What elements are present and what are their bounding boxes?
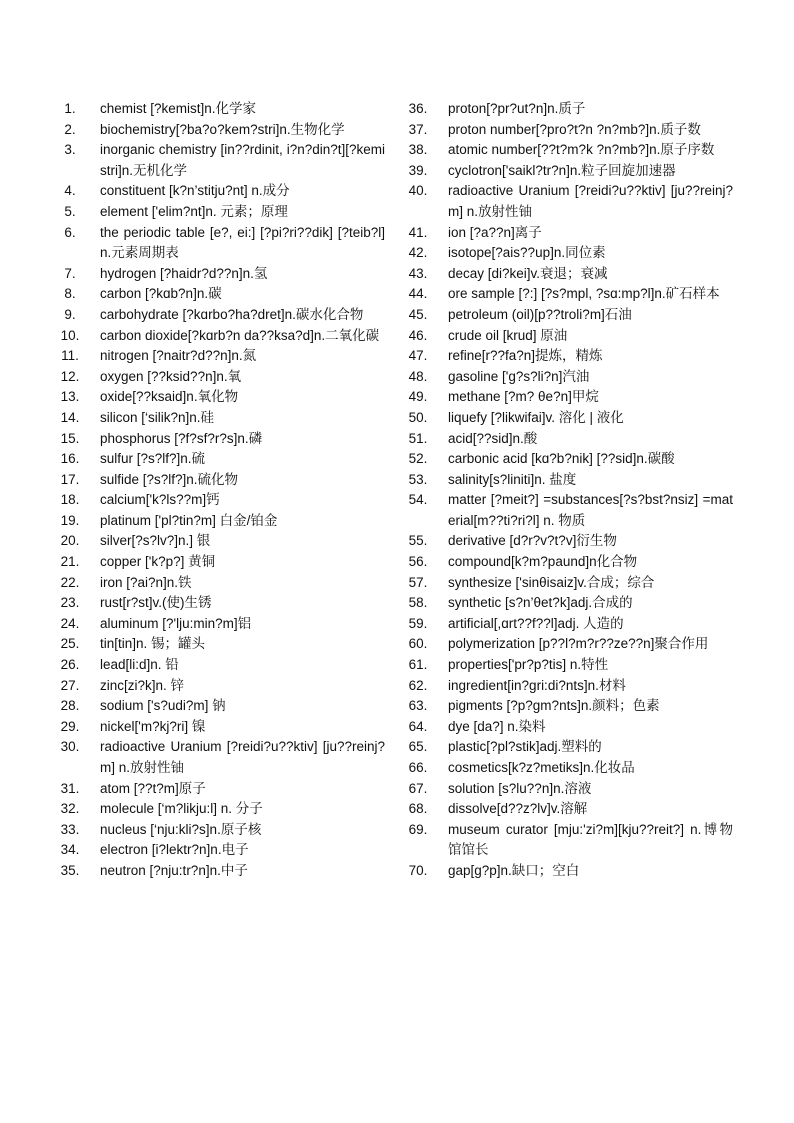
- entry-number: 65.: [408, 739, 428, 755]
- vocab-entry: [388, 779, 733, 800]
- entry-text: molecule [‘m?likju:l] n. 分子: [100, 801, 263, 817]
- vocab-entry: [40, 99, 385, 120]
- entry-text: gasoline ['g?s?li?n]汽油: [448, 368, 590, 384]
- entry-text: crude oil [krud] 原油: [448, 327, 568, 343]
- vocab-entry: [388, 367, 733, 388]
- entry-text: copper ['k?p?] 黄铜: [100, 554, 216, 570]
- entry-text: inorganic chemistry [in??rdinit, i?n?din?t][?kemistri]n.无机化学: [100, 142, 385, 178]
- entry-number: 58.: [408, 595, 428, 611]
- entry-number: 52.: [408, 451, 428, 467]
- vocab-entry: [388, 552, 733, 573]
- vocab-entry: [40, 305, 385, 326]
- entry-number: 46.: [408, 327, 428, 343]
- entry-number: 5.: [64, 203, 76, 219]
- vocab-entry: [40, 346, 385, 367]
- vocab-entry: [40, 593, 385, 614]
- entry-text: pigments [?p?gm?nts]n.颜料；色素: [448, 698, 660, 714]
- vocab-entry: [40, 799, 385, 820]
- vocab-entry: [388, 696, 733, 717]
- vocab-entry: [40, 387, 385, 408]
- entry-number: 29.: [60, 718, 80, 734]
- entry-text: silver[?s?lv?]n.] 银: [100, 533, 211, 549]
- vocab-entry: [388, 305, 733, 326]
- entry-text: solution [s?lu??n]n.溶液: [448, 780, 592, 796]
- entry-text: electron [i?lektr?n]n.电子: [100, 842, 249, 858]
- vocab-entry: [388, 387, 733, 408]
- entry-text: petroleum (oil)[p??troli?m]石油: [448, 306, 632, 322]
- entry-number: 32.: [60, 801, 80, 817]
- entry-number: 16.: [60, 451, 80, 467]
- vocab-entry: [388, 531, 733, 552]
- vocab-entry: [388, 470, 733, 491]
- entry-number: 7.: [64, 265, 76, 281]
- entry-number: 17.: [60, 471, 80, 487]
- vocab-entry: [388, 614, 733, 635]
- entry-text: sodium ['s?udi?m] 钠: [100, 698, 226, 714]
- entry-text: acid[??sid]n.酸: [448, 430, 538, 446]
- entry-number: 40.: [408, 183, 428, 199]
- entry-number: 35.: [60, 862, 80, 878]
- vocab-entry: [388, 326, 733, 347]
- entry-number: 25.: [60, 636, 80, 652]
- entry-text: cosmetics[k?z?metiks]n.化妆品: [448, 760, 635, 775]
- entry-text: lead[li:d]n. 铅: [100, 657, 179, 673]
- entry-number: 39.: [408, 162, 428, 178]
- entry-text: properties['pr?p?tis] n.特性: [448, 657, 609, 673]
- entry-text: aluminum [?'lju:min?m]铝: [100, 615, 252, 631]
- vocab-entry: [388, 120, 733, 141]
- entry-text: dissolve[d??z?lv]v.溶解: [448, 801, 588, 817]
- entry-number: 28.: [60, 698, 80, 714]
- vocab-entry: [40, 120, 385, 141]
- vocab-entry: [40, 676, 385, 697]
- entry-text: plastic[?pl?stik]adj.塑料的: [448, 739, 602, 755]
- vocab-entry: [40, 717, 385, 738]
- entry-number: 11.: [61, 348, 79, 364]
- entry-number: 1.: [64, 101, 76, 116]
- entry-number: 45.: [408, 306, 428, 322]
- entry-number: 48.: [408, 368, 428, 384]
- vocab-entry: [40, 223, 385, 264]
- vocab-entry: [388, 737, 733, 758]
- entry-number: 34.: [60, 842, 80, 858]
- vocab-entry: [40, 326, 385, 347]
- entry-text: hydrogen [?haidr?d??n]n.氢: [100, 265, 268, 281]
- entry-text: compound[k?m?paund]n化合物: [448, 554, 638, 570]
- entry-text: sulfide [?s?lf?]n.硫化物: [100, 471, 239, 487]
- entry-number: 42.: [408, 245, 428, 261]
- vocab-entry: [388, 408, 733, 429]
- vocab-column-left: [40, 99, 385, 882]
- vocab-entry: [40, 573, 385, 594]
- vocab-entry: [388, 573, 733, 594]
- vocab-entry: [40, 861, 385, 882]
- entry-text: tin[tin]n. 锡；罐头: [100, 636, 206, 652]
- vocab-entry: [40, 284, 385, 305]
- entry-text: neutron [?nju:tr?n]n.中子: [100, 862, 248, 878]
- entry-number: 61.: [408, 657, 428, 673]
- vocab-entry: [388, 264, 733, 285]
- vocab-entry: [40, 264, 385, 285]
- vocab-entry: [388, 284, 733, 305]
- entry-number: 12.: [60, 368, 80, 384]
- vocab-entry: [388, 655, 733, 676]
- vocab-entry: [388, 243, 733, 264]
- entry-number: 59.: [408, 615, 428, 631]
- entry-number: 10.: [60, 327, 80, 343]
- entry-text: rust[r?st]v.(使)生锈: [100, 595, 212, 611]
- vocab-entry: [388, 820, 733, 861]
- entry-number: 30.: [60, 739, 80, 755]
- entry-number: 55.: [408, 533, 428, 549]
- entry-text: radioactive Uranium [?reidi?u??ktiv] [ju??reinj?m] n.放射性铀: [448, 183, 733, 219]
- entry-text: ore sample [?:] [?s?mpl, ?sɑ:mp?l]n.矿石样本: [448, 286, 720, 302]
- entry-number: 53.: [408, 471, 428, 487]
- entry-number: 66.: [408, 760, 428, 775]
- entry-text: zinc[zi?k]n. 锌: [100, 677, 185, 693]
- entry-text: nucleus [‘nju:kli?s]n.原子核: [100, 821, 262, 837]
- entry-number: 51.: [408, 430, 428, 446]
- entry-number: 6.: [64, 224, 76, 240]
- entry-number: 9.: [64, 306, 76, 322]
- vocab-entry: [40, 181, 385, 202]
- entry-number: 20.: [60, 533, 80, 549]
- entry-number: 4.: [64, 183, 76, 199]
- vocab-entry: [40, 531, 385, 552]
- entry-text: phosphorus [?f?sf?r?s]n.磷: [100, 430, 263, 446]
- entry-number: 67.: [408, 780, 428, 796]
- vocab-entry: [388, 223, 733, 244]
- entry-number: 14.: [60, 409, 80, 425]
- vocab-entry: [40, 696, 385, 717]
- entry-number: 69.: [408, 821, 428, 837]
- vocab-entry: [388, 861, 733, 882]
- entry-text: salinity[s?liniti]n. 盐度: [448, 471, 577, 487]
- vocab-entry: [40, 202, 385, 223]
- vocab-entry: [388, 490, 733, 531]
- entry-number: 41.: [408, 224, 428, 240]
- entry-number: 36.: [408, 101, 428, 116]
- entry-text: museum curator [mju:'zi?m][kju??reit?] n.博物馆馆长: [448, 821, 733, 858]
- vocab-entry: [388, 181, 733, 222]
- vocab-entry: [40, 820, 385, 841]
- entry-text: nickel['m?kj?ri] 镍: [100, 718, 206, 734]
- entry-number: 63.: [408, 698, 428, 714]
- entry-text: synthetic [s?n’θet?k]adj.合成的: [448, 595, 633, 611]
- entry-text: radioactive Uranium [?reidi?u??ktiv] [ju??reinj?m] n.放射性铀: [100, 739, 385, 775]
- entry-text: sulfur [?s?lf?]n.硫: [100, 451, 206, 467]
- vocab-entry: [40, 408, 385, 429]
- vocab-entry: [388, 676, 733, 697]
- entry-text: iron [?ai?n]n.铁: [100, 574, 192, 590]
- entry-text: calcium['k?ls??m]钙: [100, 492, 220, 508]
- vocab-entry: [40, 655, 385, 676]
- entry-number: 47.: [408, 348, 428, 364]
- vocab-entry: [388, 634, 733, 655]
- entry-text: atomic number[??t?m?k ?n?mb?]n.原子序数: [448, 142, 715, 158]
- vocab-entry: [40, 140, 385, 181]
- vocab-entry: [40, 614, 385, 635]
- entry-number: 50.: [408, 409, 428, 425]
- entry-text: constituent [k?n’stitju?nt] n.成分: [100, 183, 290, 199]
- entry-number: 33.: [60, 821, 80, 837]
- vocab-entry: [388, 449, 733, 470]
- entry-text: refine[r??fa?n]提炼，精炼: [448, 348, 603, 364]
- entry-text: decay [di?kei]v.衰退；衰减: [448, 265, 608, 281]
- entry-text: oxide[??ksaid]n.氧化物: [100, 389, 239, 405]
- vocab-entry: [388, 758, 733, 779]
- entry-number: 44.: [408, 286, 428, 302]
- entry-number: 8.: [64, 286, 76, 302]
- entry-text: carbohydrate [?kɑrbo?ha?dret]n.碳水化合物: [100, 306, 364, 322]
- entry-number: 26.: [60, 657, 80, 673]
- vocab-entry: [388, 593, 733, 614]
- entry-text: the periodic table [e?, ei:] [?pi?ri??dik] [?teib?l]n.元素周期表: [100, 224, 385, 261]
- entry-text: chemist [?kemist]n.化学家: [100, 101, 257, 116]
- entry-text: carbon dioxide[?kɑrb?n da??ksa?d]n.二氧化碳: [100, 327, 380, 343]
- vocab-entry: [388, 717, 733, 738]
- vocab-entry: [40, 511, 385, 532]
- entry-text: proton[?pr?ut?n]n.质子: [448, 101, 586, 116]
- vocab-entry: [388, 346, 733, 367]
- vocab-entry: [40, 840, 385, 861]
- entry-text: nitrogen [?naitr?d??n]n.氮: [100, 348, 257, 364]
- entry-number: 38.: [408, 142, 428, 158]
- entry-number: 23.: [60, 595, 80, 611]
- entry-number: 43.: [408, 265, 428, 281]
- entry-text: liquefy [?likwifai]v. 溶化 | 液化: [448, 409, 624, 425]
- entry-text: synthesize ['sinθisaiz]v.合成；综合: [448, 574, 655, 590]
- vocab-entry: [40, 490, 385, 511]
- entry-text: element ['elim?nt]n. 元素；原理: [100, 203, 288, 219]
- entry-number: 57.: [408, 574, 428, 590]
- entry-number: 54.: [408, 492, 428, 508]
- entry-number: 3.: [64, 142, 76, 158]
- vocab-entry: [388, 799, 733, 820]
- entry-text: carbonic acid [kɑ?b?nik] [??sid]n.碳酸: [448, 451, 675, 467]
- entry-text: proton number[?pro?t?n ?n?mb?]n.质子数: [448, 121, 701, 137]
- vocab-entry: [40, 779, 385, 800]
- entry-number: 60.: [408, 636, 428, 652]
- entry-number: 24.: [60, 615, 80, 631]
- entry-text: atom [??t?m]原子: [100, 780, 206, 796]
- entry-text: polymerization [p??l?m?r??ze??n]聚合作用: [448, 636, 709, 652]
- vocab-entry: [40, 552, 385, 573]
- entry-text: ion [?a??n]离子: [448, 224, 542, 240]
- entry-number: 56.: [408, 554, 428, 570]
- vocab-entry: [40, 737, 385, 778]
- entry-number: 70.: [408, 862, 428, 878]
- entry-number: 37.: [408, 121, 428, 137]
- entry-number: 49.: [408, 389, 428, 405]
- entry-number: 21.: [60, 554, 80, 570]
- entry-number: 19.: [60, 512, 80, 528]
- entry-number: 27.: [60, 677, 80, 693]
- vocab-column-right: [388, 99, 733, 882]
- entry-text: gap[g?p]n.缺口；空白: [448, 862, 580, 878]
- entry-number: 2.: [64, 121, 76, 137]
- entry-number: 64.: [408, 718, 428, 734]
- entry-number: 18.: [60, 492, 80, 508]
- entry-text: carbon [?kɑb?n]n.碳: [100, 286, 222, 302]
- entry-number: 31.: [60, 780, 80, 796]
- entry-number: 68.: [408, 801, 428, 817]
- entry-text: platinum ['pl?tin?m] 白金/铂金: [100, 512, 278, 528]
- entry-text: artificial[,ɑrt??f??l]adj. 人造的: [448, 615, 624, 631]
- entry-text: derivative [d?r?v?t?v]衍生物: [448, 533, 617, 549]
- entry-number: 62.: [408, 677, 428, 693]
- vocab-entry: [388, 99, 733, 120]
- vocab-entry: [40, 470, 385, 491]
- entry-text: cyclotron['saikl?tr?n]n.粒子回旋加速器: [448, 162, 676, 178]
- vocab-entry: [388, 429, 733, 450]
- entry-text: matter [?meit?] =substances[?s?bst?nsiz] =material[m??ti?ri?l] n. 物质: [448, 492, 733, 528]
- vocab-entry: [40, 367, 385, 388]
- vocab-entry: [40, 429, 385, 450]
- entry-text: biochemistry[?ba?o?kem?stri]n.生物化学: [100, 121, 345, 137]
- entry-text: dye [da?] n.染料: [448, 718, 546, 734]
- entry-number: 15.: [60, 430, 80, 446]
- vocab-entry: [40, 634, 385, 655]
- vocab-entry: [388, 140, 733, 161]
- entry-number: 13.: [60, 389, 80, 405]
- entry-text: isotope[?ais??up]n.同位素: [448, 245, 606, 261]
- entry-text: ingredient[in?gri:di?nts]n.材料: [448, 677, 626, 693]
- entry-text: methane [?m? θe?n]甲烷: [448, 389, 599, 405]
- vocab-entry: [40, 449, 385, 470]
- entry-number: 22.: [60, 574, 80, 590]
- entry-text: oxygen [??ksid??n]n.氧: [100, 368, 242, 384]
- entry-text: silicon [‘silik?n]n.硅: [100, 409, 215, 425]
- vocab-entry: [388, 161, 733, 182]
